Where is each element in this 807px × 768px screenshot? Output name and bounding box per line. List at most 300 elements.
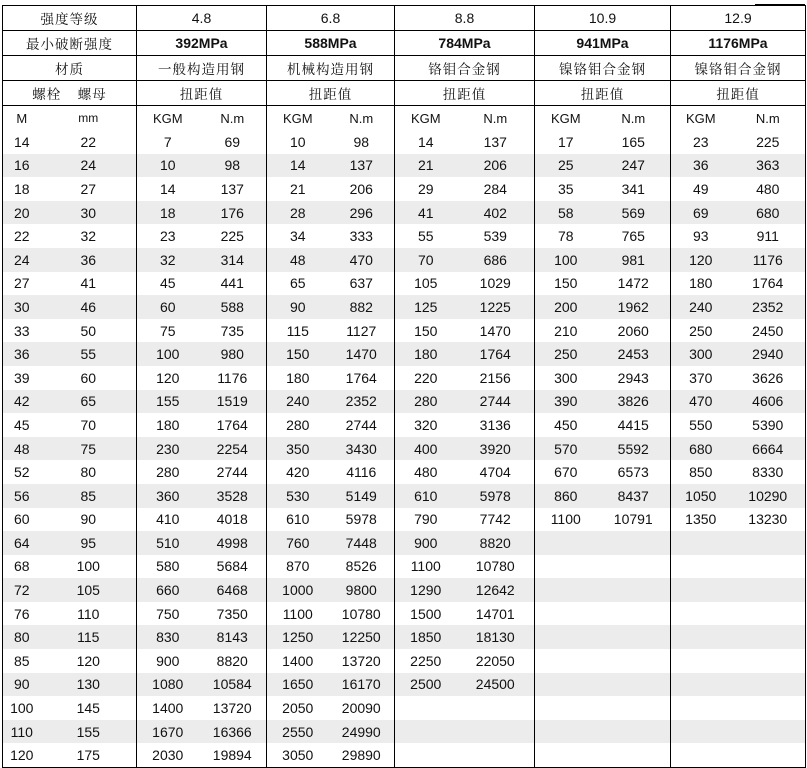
kgm-6-8-cell: 21 xyxy=(289,180,306,197)
kgm-6-8-cell: 65 xyxy=(289,275,306,292)
nut-size-cell: 70 xyxy=(41,413,137,437)
kgm-4-8-cell: 10 xyxy=(137,154,199,178)
kgm-4-8-cell: 120 xyxy=(156,369,180,386)
unit-kgm: KGM xyxy=(152,110,183,126)
table-row xyxy=(3,248,806,272)
material-10-9: 镍铬钼合金钢 xyxy=(535,56,671,81)
table-body xyxy=(3,6,806,768)
kgm-8-8-cell: 180 xyxy=(395,342,457,366)
nm-12-9-cell: 2352 xyxy=(731,295,806,319)
nm-10-9-cell: 165 xyxy=(597,130,671,154)
kgm-12-9-cell: 850 xyxy=(689,464,713,481)
nm-4-8-cell: 1519 xyxy=(199,390,267,414)
unit-nm: N.m xyxy=(597,106,671,131)
kgm-4-8-cell: 155 xyxy=(137,390,199,414)
kgm-8-8-cell: 2250 xyxy=(410,652,442,669)
kgm-6-8-cell: 28 xyxy=(267,201,329,225)
table-row xyxy=(3,720,806,744)
torque-label-10-9: 扭距值 xyxy=(535,81,671,106)
grade-8-8: 8.8 xyxy=(395,6,535,31)
nm-6-8-cell: 5149 xyxy=(329,484,395,508)
nm-10-9-cell xyxy=(597,602,671,626)
nm-6-8-cell: 206 xyxy=(329,177,395,201)
nm-10-9-cell xyxy=(597,578,671,602)
kgm-12-9-cell: 49 xyxy=(692,180,709,197)
kgm-10-9-cell xyxy=(535,578,597,602)
kgm-10-9-cell: 25 xyxy=(535,154,597,178)
nm-8-8-cell: 402 xyxy=(457,201,535,225)
kgm-12-9-cell xyxy=(671,555,731,579)
kgm-8-8-cell: 280 xyxy=(395,390,457,414)
nm-10-9-cell xyxy=(597,720,671,744)
nm-4-8-cell: 3528 xyxy=(199,484,267,508)
nm-10-9-cell: 4415 xyxy=(597,413,671,437)
kgm-8-8-cell xyxy=(395,696,457,720)
nm-10-9-cell: 2453 xyxy=(597,342,671,366)
nut-size-cell: 46 xyxy=(41,295,137,319)
nm-6-8-cell: 1127 xyxy=(329,319,395,343)
nm-12-9-cell xyxy=(731,649,806,673)
kgm-10-9-cell: 210 xyxy=(554,322,578,339)
kgm-4-8-cell: 32 xyxy=(137,248,199,272)
kgm-4-8-cell: 60 xyxy=(137,295,199,319)
kgm-6-8-cell: 530 xyxy=(267,484,329,508)
nm-6-8-cell: 470 xyxy=(329,248,395,272)
nm-8-8-cell: 18130 xyxy=(457,625,535,649)
nm-8-8-cell: 24500 xyxy=(457,673,535,697)
bolt-size-cell: 100 xyxy=(3,696,41,720)
table-row xyxy=(3,673,806,697)
nm-12-9-cell: 480 xyxy=(731,177,806,201)
bolt-size-cell: 45 xyxy=(3,413,41,437)
table-row xyxy=(3,295,806,319)
kgm-4-8-cell: 7 xyxy=(163,133,172,150)
nm-8-8-cell: 137 xyxy=(457,130,535,154)
nm-12-9-cell: 1176 xyxy=(731,248,806,272)
nm-8-8-cell: 3920 xyxy=(457,437,535,461)
nm-10-9-cell: 569 xyxy=(597,201,671,225)
kgm-10-9-cell: 860 xyxy=(535,484,597,508)
nut-size-cell: 145 xyxy=(41,696,137,720)
kgm-12-9-cell: 69 xyxy=(671,201,731,225)
nm-6-8-cell: 137 xyxy=(329,154,395,178)
torque-table xyxy=(2,5,806,768)
nm-6-8-cell: 16170 xyxy=(329,673,395,697)
table-row xyxy=(3,390,806,414)
material-6-8: 机械构造用钢 xyxy=(267,56,395,81)
kgm-4-8-cell: 580 xyxy=(156,558,180,575)
nm-4-8-cell: 1764 xyxy=(199,413,267,437)
nm-10-9-cell: 2060 xyxy=(597,319,671,343)
nm-6-8-cell: 3430 xyxy=(329,437,395,461)
kgm-10-9-cell: 250 xyxy=(535,342,597,366)
kgm-6-8-cell: 350 xyxy=(267,437,329,461)
bolt-size-cell: 68 xyxy=(3,555,41,579)
kgm-8-8-cell: 320 xyxy=(414,416,438,433)
nut-size-cell: 115 xyxy=(41,625,137,649)
nm-10-9-cell: 247 xyxy=(597,154,671,178)
nm-12-9-cell: 911 xyxy=(731,224,806,248)
nm-4-8-cell: 176 xyxy=(199,201,267,225)
nm-8-8-cell: 12642 xyxy=(457,578,535,602)
nm-12-9-cell: 2940 xyxy=(731,342,806,366)
kgm-12-9-cell xyxy=(671,696,731,720)
nut-size-cell: 120 xyxy=(41,649,137,673)
kgm-6-8-cell: 10 xyxy=(289,133,306,150)
torque-label-8-8: 扭距值 xyxy=(395,81,535,106)
unit-mm: mm xyxy=(41,106,137,131)
nut-size-cell: 95 xyxy=(41,531,137,555)
nm-8-8-cell: 3136 xyxy=(457,413,535,437)
unit-nm: N.m xyxy=(731,106,806,131)
nm-12-9-cell: 5390 xyxy=(731,413,806,437)
nm-4-8-cell: 5684 xyxy=(199,555,267,579)
kgm-6-8-cell: 1000 xyxy=(267,578,329,602)
kgm-12-9-cell xyxy=(671,649,731,673)
kgm-4-8-cell: 1080 xyxy=(137,673,199,697)
nm-10-9-cell: 10791 xyxy=(597,508,671,532)
torque-label-12-9: 扭距值 xyxy=(671,81,806,106)
kgm-12-9-cell: 250 xyxy=(689,322,713,339)
nut-size-cell: 50 xyxy=(41,319,137,343)
nut-size-cell: 155 xyxy=(41,720,137,744)
kgm-6-8-cell: 240 xyxy=(267,390,329,414)
strength-row xyxy=(3,31,806,56)
nut-size-cell: 55 xyxy=(41,342,137,366)
table-row xyxy=(3,460,806,484)
nm-12-9-cell xyxy=(731,578,806,602)
table-row xyxy=(3,319,806,343)
nm-4-8-cell: 225 xyxy=(199,224,267,248)
table-row xyxy=(3,508,806,532)
unit-nm: N.m xyxy=(199,106,267,131)
table-row xyxy=(3,484,806,508)
nm-4-8-cell: 2744 xyxy=(199,460,267,484)
nut-size-cell: 80 xyxy=(41,460,137,484)
material-12-9: 镍铬钼合金钢 xyxy=(671,56,806,81)
kgm-10-9-cell: 200 xyxy=(535,295,597,319)
kgm-12-9-cell: 1350 xyxy=(685,511,717,528)
nm-4-8-cell: 19894 xyxy=(199,743,267,767)
nm-12-9-cell xyxy=(731,555,806,579)
grade-4-8: 4.8 xyxy=(137,6,267,31)
kgm-6-8-cell: 1100 xyxy=(282,605,313,622)
table-row xyxy=(3,224,806,248)
nm-4-8-cell: 314 xyxy=(199,248,267,272)
bolt-size-cell: 110 xyxy=(3,720,41,744)
nm-6-8-cell: 98 xyxy=(329,130,395,154)
bolt-size-cell: 90 xyxy=(3,673,41,697)
nm-6-8-cell: 24990 xyxy=(329,720,395,744)
nm-4-8-cell: 4018 xyxy=(199,508,267,532)
bolt-nut-label xyxy=(3,81,137,106)
nm-10-9-cell: 6573 xyxy=(597,460,671,484)
bolt-size-cell: 16 xyxy=(3,154,41,178)
kgm-10-9-cell xyxy=(535,555,597,579)
bolt-size-cell: 27 xyxy=(3,272,41,296)
nm-8-8-cell xyxy=(457,696,535,720)
strength-6-8: 588MPa xyxy=(267,31,395,56)
bolt-size-cell: 20 xyxy=(3,201,41,225)
nm-6-8-cell: 333 xyxy=(329,224,395,248)
kgm-6-8-cell: 1650 xyxy=(267,673,329,697)
kgm-10-9-cell: 670 xyxy=(554,464,578,481)
kgm-12-9-cell xyxy=(671,743,731,767)
nm-4-8-cell: 8143 xyxy=(199,625,267,649)
nm-8-8-cell: 5978 xyxy=(457,484,535,508)
material-8-8: 铬钼合金钢 xyxy=(395,56,535,81)
kgm-4-8-cell: 14 xyxy=(159,180,176,197)
kgm-8-8-cell: 1850 xyxy=(395,625,457,649)
kgm-8-8-cell xyxy=(395,743,457,767)
kgm-12-9-cell xyxy=(671,673,731,697)
kgm-4-8-cell: 410 xyxy=(156,511,180,528)
kgm-8-8-cell: 480 xyxy=(414,464,438,481)
kgm-10-9-cell xyxy=(535,720,597,744)
torque-label-4-8: 扭距值 xyxy=(137,81,267,106)
table-row xyxy=(3,366,806,390)
kgm-4-8-cell: 830 xyxy=(137,625,199,649)
nm-8-8-cell: 1470 xyxy=(457,319,535,343)
kgm-12-9-cell: 180 xyxy=(689,275,713,292)
nm-12-9-cell xyxy=(731,720,806,744)
kgm-4-8-cell: 660 xyxy=(137,578,199,602)
nm-6-8-cell: 20090 xyxy=(329,696,395,720)
unit-kgm: KGM xyxy=(550,110,581,126)
bolt-size-cell: 72 xyxy=(3,578,41,602)
kgm-12-9-cell: 240 xyxy=(671,295,731,319)
bolt-size-cell: 80 xyxy=(3,625,41,649)
nm-6-8-cell: 8526 xyxy=(329,555,395,579)
kgm-12-9-cell: 23 xyxy=(692,133,709,150)
table-row xyxy=(3,272,806,296)
nm-10-9-cell: 8437 xyxy=(597,484,671,508)
bolt-size-cell: 36 xyxy=(3,342,41,366)
bolt-size-cell: 30 xyxy=(3,295,41,319)
kgm-10-9-cell xyxy=(535,602,597,626)
kgm-12-9-cell: 680 xyxy=(671,437,731,461)
kgm-8-8-cell: 105 xyxy=(414,275,438,292)
nut-size-cell: 100 xyxy=(41,555,137,579)
kgm-6-8-cell: 14 xyxy=(267,154,329,178)
kgm-6-8-cell: 760 xyxy=(267,531,329,555)
nm-8-8-cell: 1029 xyxy=(457,272,535,296)
nut-size-cell: 65 xyxy=(41,390,137,414)
grade-10-9: 10.9 xyxy=(535,6,671,31)
nm-8-8-cell xyxy=(457,720,535,744)
nm-6-8-cell: 296 xyxy=(329,201,395,225)
nm-12-9-cell: 363 xyxy=(731,154,806,178)
kgm-4-8-cell: 75 xyxy=(159,322,176,339)
kgm-8-8-cell: 1290 xyxy=(395,578,457,602)
nm-8-8-cell: 1764 xyxy=(457,342,535,366)
kgm-4-8-cell: 100 xyxy=(137,342,199,366)
kgm-10-9-cell xyxy=(535,649,597,673)
kgm-10-9-cell: 450 xyxy=(554,416,578,433)
nm-4-8-cell: 7350 xyxy=(199,602,267,626)
nm-12-9-cell: 1764 xyxy=(731,272,806,296)
kgm-6-8-cell: 48 xyxy=(267,248,329,272)
strength-8-8: 784MPa xyxy=(395,31,535,56)
kgm-4-8-cell: 1670 xyxy=(137,720,199,744)
nm-10-9-cell: 1472 xyxy=(597,272,671,296)
kgm-8-8-cell: 29 xyxy=(417,180,434,197)
torque-label-6-8: 扭距值 xyxy=(267,81,395,106)
kgm-8-8-cell: 55 xyxy=(417,228,434,245)
kgm-12-9-cell xyxy=(671,602,731,626)
nm-12-9-cell xyxy=(731,625,806,649)
nm-10-9-cell xyxy=(597,696,671,720)
kgm-6-8-cell: 150 xyxy=(267,342,329,366)
units-row xyxy=(3,106,806,131)
kgm-10-9-cell: 78 xyxy=(557,228,574,245)
nm-6-8-cell: 882 xyxy=(329,295,395,319)
nm-12-9-cell: 4606 xyxy=(731,390,806,414)
nut-size-cell: 175 xyxy=(41,743,137,767)
nut-label: 螺母 xyxy=(77,87,107,103)
table-row xyxy=(3,201,806,225)
kgm-6-8-cell: 180 xyxy=(286,369,310,386)
bolt-size-cell: 120 xyxy=(3,743,41,767)
kgm-4-8-cell: 1400 xyxy=(152,700,184,717)
nm-6-8-cell: 12250 xyxy=(329,625,395,649)
nm-4-8-cell: 98 xyxy=(199,154,267,178)
bolt-label: 螺栓 xyxy=(32,87,62,103)
bolt-size-cell: 24 xyxy=(3,248,41,272)
nm-12-9-cell: 680 xyxy=(731,201,806,225)
kgm-8-8-cell: 400 xyxy=(395,437,457,461)
kgm-4-8-cell: 360 xyxy=(137,484,199,508)
unit-nm: N.m xyxy=(457,106,535,131)
nut-size-cell: 90 xyxy=(41,508,137,532)
nm-10-9-cell xyxy=(597,649,671,673)
nut-size-cell: 41 xyxy=(41,272,137,296)
nm-10-9-cell xyxy=(597,673,671,697)
unit-m: M xyxy=(3,106,41,131)
nm-12-9-cell: 8330 xyxy=(731,460,806,484)
nm-4-8-cell: 441 xyxy=(199,272,267,296)
label-row xyxy=(3,81,806,106)
kgm-8-8-cell: 1100 xyxy=(410,558,441,575)
table-row xyxy=(3,555,806,579)
nm-12-9-cell: 13230 xyxy=(731,508,806,532)
kgm-8-8-cell: 41 xyxy=(395,201,457,225)
bolt-size-cell: 18 xyxy=(3,177,41,201)
kgm-6-8-cell: 2550 xyxy=(267,720,329,744)
nm-4-8-cell: 1176 xyxy=(199,366,267,390)
kgm-10-9-cell: 570 xyxy=(535,437,597,461)
table-row xyxy=(3,342,806,366)
kgm-6-8-cell: 3050 xyxy=(267,743,329,767)
unit-nm: N.m xyxy=(329,106,395,131)
nm-4-8-cell: 2254 xyxy=(199,437,267,461)
kgm-8-8-cell xyxy=(395,720,457,744)
kgm-12-9-cell: 300 xyxy=(671,342,731,366)
kgm-6-8-cell: 610 xyxy=(286,511,310,528)
nm-4-8-cell: 137 xyxy=(199,177,267,201)
kgm-8-8-cell: 610 xyxy=(395,484,457,508)
grade-row xyxy=(3,6,806,31)
table-row xyxy=(3,413,806,437)
grade-6-8: 6.8 xyxy=(267,6,395,31)
bolt-size-cell: 39 xyxy=(3,366,41,390)
nm-10-9-cell xyxy=(597,743,671,767)
kgm-12-9-cell xyxy=(671,578,731,602)
nm-10-9-cell xyxy=(597,555,671,579)
kgm-8-8-cell: 125 xyxy=(395,295,457,319)
kgm-4-8-cell: 510 xyxy=(137,531,199,555)
nm-4-8-cell: 13720 xyxy=(199,696,267,720)
table-row xyxy=(3,625,806,649)
kgm-8-8-cell: 70 xyxy=(395,248,457,272)
nut-size-cell: 110 xyxy=(41,602,137,626)
nm-4-8-cell: 69 xyxy=(199,130,267,154)
kgm-12-9-cell xyxy=(671,531,731,555)
kgm-4-8-cell: 2030 xyxy=(137,743,199,767)
kgm-10-9-cell xyxy=(535,625,597,649)
kgm-12-9-cell: 550 xyxy=(689,416,713,433)
nm-10-9-cell: 765 xyxy=(597,224,671,248)
kgm-12-9-cell: 470 xyxy=(671,390,731,414)
nm-12-9-cell: 2450 xyxy=(731,319,806,343)
kgm-12-9-cell: 36 xyxy=(671,154,731,178)
kgm-12-9-cell xyxy=(671,720,731,744)
bolt-size-cell: 22 xyxy=(3,224,41,248)
nut-size-cell: 60 xyxy=(41,366,137,390)
kgm-6-8-cell: 90 xyxy=(267,295,329,319)
nm-4-8-cell: 735 xyxy=(199,319,267,343)
nut-size-cell: 24 xyxy=(41,154,137,178)
nut-size-cell: 27 xyxy=(41,177,137,201)
nm-10-9-cell: 981 xyxy=(597,248,671,272)
nm-6-8-cell: 2352 xyxy=(329,390,395,414)
nm-8-8-cell: 1225 xyxy=(457,295,535,319)
kgm-8-8-cell: 21 xyxy=(395,154,457,178)
material-row xyxy=(3,56,806,81)
nm-10-9-cell xyxy=(597,531,671,555)
kgm-10-9-cell: 1100 xyxy=(550,511,581,528)
kgm-8-8-cell: 14 xyxy=(417,133,434,150)
kgm-12-9-cell: 120 xyxy=(671,248,731,272)
bolt-size-cell: 48 xyxy=(3,437,41,461)
nut-size-cell: 30 xyxy=(41,201,137,225)
nut-size-cell: 32 xyxy=(41,224,137,248)
grade-label: 强度等级 xyxy=(3,6,137,31)
nm-8-8-cell: 4704 xyxy=(457,460,535,484)
nm-8-8-cell: 8820 xyxy=(457,531,535,555)
unit-kgm: KGM xyxy=(410,110,441,126)
kgm-8-8-cell: 220 xyxy=(414,369,438,386)
nm-6-8-cell: 1764 xyxy=(329,366,395,390)
nm-4-8-cell: 6468 xyxy=(199,578,267,602)
nm-4-8-cell: 10584 xyxy=(199,673,267,697)
unit-kgm: KGM xyxy=(685,110,716,126)
nm-8-8-cell: 10780 xyxy=(457,555,535,579)
bolt-size-cell: 14 xyxy=(3,130,41,154)
nut-size-cell: 36 xyxy=(41,248,137,272)
kgm-4-8-cell: 280 xyxy=(156,464,180,481)
kgm-10-9-cell: 35 xyxy=(557,180,574,197)
nm-12-9-cell xyxy=(731,696,806,720)
nm-6-8-cell: 5978 xyxy=(329,508,395,532)
nm-10-9-cell: 1962 xyxy=(597,295,671,319)
kgm-8-8-cell: 2500 xyxy=(395,673,457,697)
nm-8-8-cell xyxy=(457,743,535,767)
nm-12-9-cell: 10290 xyxy=(731,484,806,508)
nm-8-8-cell: 22050 xyxy=(457,649,535,673)
nm-4-8-cell: 8820 xyxy=(199,649,267,673)
nut-size-cell: 85 xyxy=(41,484,137,508)
